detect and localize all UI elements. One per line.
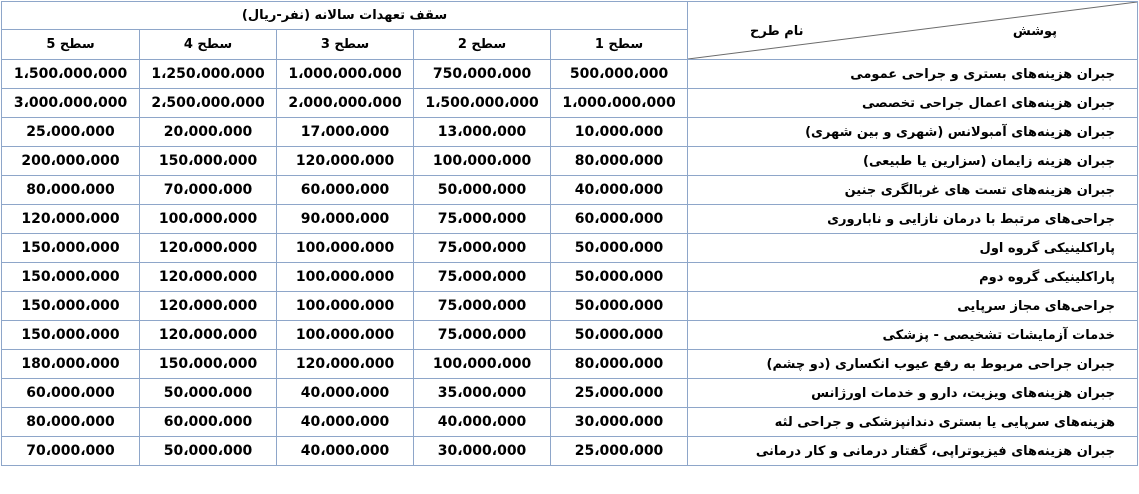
level-2-value-cell: 750،000،000 — [414, 60, 551, 89]
level-4-value-cell: 70،000،000 — [140, 176, 277, 205]
table-row — [2, 118, 1138, 147]
level-3-value-cell: 60،000،000 — [277, 176, 414, 205]
level-1-value-cell: 40،000،000 — [551, 176, 688, 205]
level-5-value-cell: 200،000،000 — [2, 147, 140, 176]
corner-header-cell — [688, 2, 1138, 60]
level-4-value-cell: 100،000،000 — [140, 205, 277, 234]
level-1-value-cell: 50،000،000 — [551, 321, 688, 350]
table-row — [2, 350, 1138, 379]
level-4-value-cell: 60،000،000 — [140, 408, 277, 437]
table-row — [2, 379, 1138, 408]
level-4-value-cell: 120،000،000 — [140, 234, 277, 263]
level-4-value-cell: 20،000،000 — [140, 118, 277, 147]
level-5-value-cell: 120،000،000 — [2, 205, 140, 234]
level-2-value-cell: 50،000،000 — [414, 176, 551, 205]
level-2-value-cell: 30،000،000 — [414, 437, 551, 466]
coverage-table — [1, 1, 1138, 466]
table-row — [2, 263, 1138, 292]
level-1-value-cell: 50،000،000 — [551, 234, 688, 263]
coverage-name-cell: جبران جراحی مربوط به رفع عیوب انکساری (دو چشم) — [688, 350, 1138, 379]
annual-cap-header: سقف تعهدات سالانه (نفر-ریال) — [2, 2, 688, 30]
level-2-value-cell: 75،000،000 — [414, 205, 551, 234]
level-5-value-cell: 60،000،000 — [2, 379, 140, 408]
level-3-value-cell: 17،000،000 — [277, 118, 414, 147]
level-3-header: سطح 3 — [277, 30, 414, 60]
level-5-value-cell: 150،000،000 — [2, 292, 140, 321]
level-4-header: سطح 4 — [140, 30, 277, 60]
level-1-value-cell: 60،000،000 — [551, 205, 688, 234]
level-1-value-cell: 25،000،000 — [551, 379, 688, 408]
coverage-name-cell: جبران هزینه‌های بستری و جراحی عمومی — [688, 60, 1138, 89]
level-4-value-cell: 1،250،000،000 — [140, 60, 277, 89]
level-3-value-cell: 2،000،000،000 — [277, 89, 414, 118]
level-1-value-cell: 80،000،000 — [551, 350, 688, 379]
level-5-value-cell: 70،000،000 — [2, 437, 140, 466]
table-row — [2, 234, 1138, 263]
level-3-value-cell: 100،000،000 — [277, 263, 414, 292]
level-5-value-cell: 80،000،000 — [2, 176, 140, 205]
level-2-value-cell: 13،000،000 — [414, 118, 551, 147]
coverage-name-cell: جبران هزینه‌های تست های غربالگری جنین — [688, 176, 1138, 205]
level-3-value-cell: 120،000،000 — [277, 147, 414, 176]
level-3-value-cell: 120،000،000 — [277, 350, 414, 379]
level-4-value-cell: 2،500،000،000 — [140, 89, 277, 118]
level-5-value-cell: 3،000،000،000 — [2, 89, 140, 118]
level-5-value-cell: 80،000،000 — [2, 408, 140, 437]
level-1-value-cell: 10،000،000 — [551, 118, 688, 147]
level-2-value-cell: 75،000،000 — [414, 234, 551, 263]
level-4-value-cell: 50،000،000 — [140, 437, 277, 466]
level-1-value-cell: 80،000،000 — [551, 147, 688, 176]
table-row — [2, 147, 1138, 176]
level-1-header: سطح 1 — [551, 30, 688, 60]
table-row — [2, 60, 1138, 89]
level-1-value-cell: 1،000،000،000 — [551, 89, 688, 118]
coverage-name-cell: جبران هزینه‌های فیزیوتراپی، گفتار درمانی و کار درمانی — [688, 437, 1138, 466]
table-row — [2, 176, 1138, 205]
coverage-name-cell: جبران هزینه‌های آمبولانس (شهری و بین شهری) — [688, 118, 1138, 147]
coverage-name-cell: جراحی‌های مرتبط با درمان نازایی و ناباروری — [688, 205, 1138, 234]
level-3-value-cell: 100،000،000 — [277, 234, 414, 263]
level-5-value-cell: 150،000،000 — [2, 234, 140, 263]
level-2-value-cell: 100،000،000 — [414, 350, 551, 379]
level-5-value-cell: 150،000،000 — [2, 263, 140, 292]
coverage-name-cell: خدمات آزمایشات تشخیصی - پزشکی — [688, 321, 1138, 350]
coverage-name-cell: پاراکلینیکی گروه اول — [688, 234, 1138, 263]
level-5-value-cell: 1،500،000،000 — [2, 60, 140, 89]
level-3-value-cell: 90،000،000 — [277, 205, 414, 234]
level-4-value-cell: 120،000،000 — [140, 263, 277, 292]
level-2-value-cell: 100،000،000 — [414, 147, 551, 176]
level-3-value-cell: 100،000،000 — [277, 292, 414, 321]
coverage-name-cell: جبران هزینه زایمان (سزارین یا طبیعی) — [688, 147, 1138, 176]
table-row — [2, 321, 1138, 350]
level-3-value-cell: 40،000،000 — [277, 379, 414, 408]
table-row — [2, 408, 1138, 437]
level-5-value-cell: 25،000،000 — [2, 118, 140, 147]
table-body — [2, 60, 1138, 466]
level-4-value-cell: 120،000،000 — [140, 321, 277, 350]
level-1-value-cell: 50،000،000 — [551, 292, 688, 321]
plan-name-header: نام طرح — [750, 24, 804, 39]
table-row — [2, 437, 1138, 466]
level-4-value-cell: 150،000،000 — [140, 147, 277, 176]
coverage-name-cell: جبران هزینه‌های ویزیت، دارو و خدمات اورژانس — [688, 379, 1138, 408]
level-2-value-cell: 1،500،000،000 — [414, 89, 551, 118]
level-2-value-cell: 35،000،000 — [414, 379, 551, 408]
coverage-header: پوشش — [1012, 24, 1058, 39]
level-3-value-cell: 1،000،000،000 — [277, 60, 414, 89]
level-2-value-cell: 75،000،000 — [414, 292, 551, 321]
level-5-header: سطح 5 — [2, 30, 140, 60]
coverage-name-cell: جبران هزینه‌های اعمال جراحی تخصصی — [688, 89, 1138, 118]
level-3-value-cell: 40،000،000 — [277, 408, 414, 437]
level-4-value-cell: 120،000،000 — [140, 292, 277, 321]
level-1-value-cell: 500،000،000 — [551, 60, 688, 89]
level-2-value-cell: 75،000،000 — [414, 321, 551, 350]
level-2-value-cell: 40،000،000 — [414, 408, 551, 437]
level-5-value-cell: 150،000،000 — [2, 321, 140, 350]
level-4-value-cell: 150،000،000 — [140, 350, 277, 379]
table-row — [2, 89, 1138, 118]
level-2-header: سطح 2 — [414, 30, 551, 60]
table-row — [2, 205, 1138, 234]
table-row — [2, 292, 1138, 321]
level-1-value-cell: 50،000،000 — [551, 263, 688, 292]
coverage-name-cell: جراحی‌های مجاز سرپایی — [688, 292, 1138, 321]
level-1-value-cell: 25،000،000 — [551, 437, 688, 466]
level-2-value-cell: 75،000،000 — [414, 263, 551, 292]
level-3-value-cell: 100،000،000 — [277, 321, 414, 350]
level-4-value-cell: 50،000،000 — [140, 379, 277, 408]
level-1-value-cell: 30،000،000 — [551, 408, 688, 437]
level-5-value-cell: 180،000،000 — [2, 350, 140, 379]
level-3-value-cell: 40،000،000 — [277, 437, 414, 466]
coverage-name-cell: پاراکلینیکی گروه دوم — [688, 263, 1138, 292]
coverage-name-cell: هزینه‌های سرپایی یا بستری دندانپزشکی و جراحی لثه — [688, 408, 1138, 437]
